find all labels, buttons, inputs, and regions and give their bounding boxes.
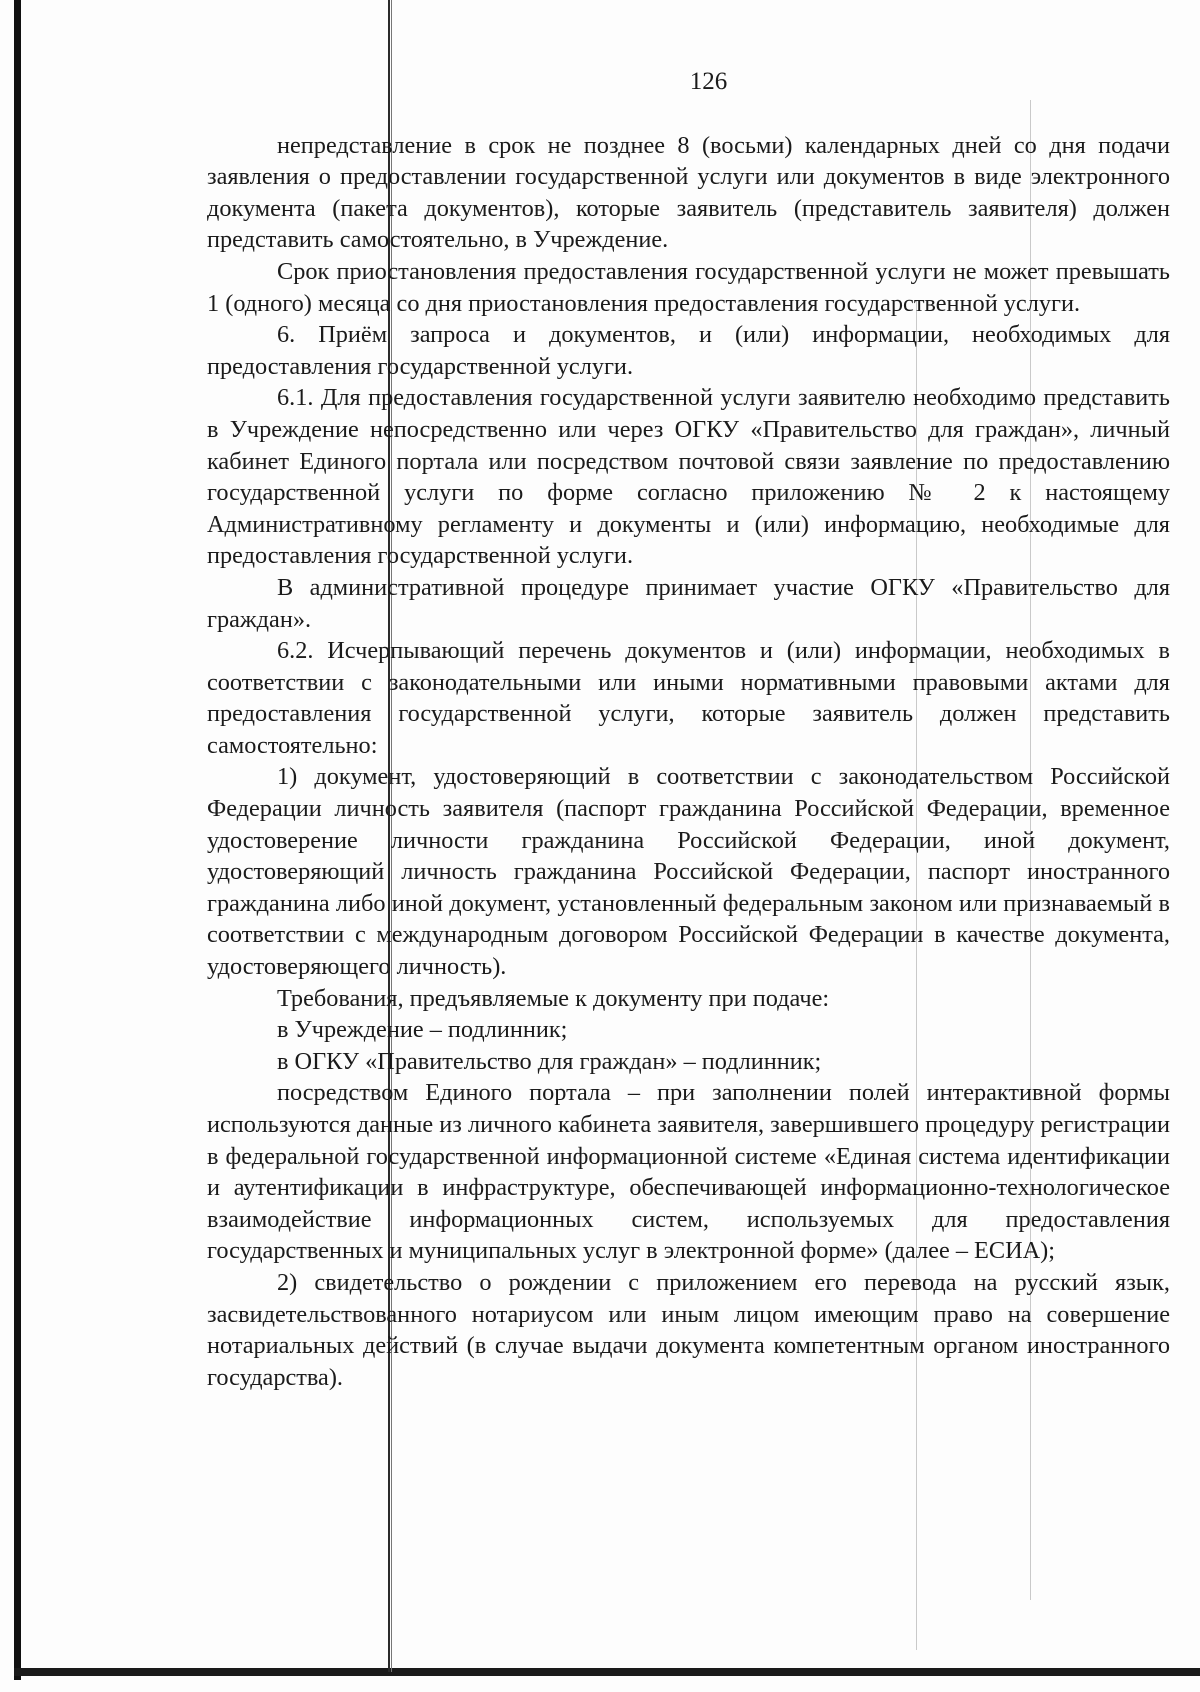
page-number: 126 [689,68,728,95]
paragraph: 6. Приём запроса и документов, и (или) информации, необходимых для предоставления государственной услуги. [207,321,1170,380]
document-body [207,60,1170,1393]
paragraph: В административной процедуре принимает участие ОГКУ «Правительство для граждан». [207,573,1170,633]
paragraph: 6.1. Для предоставления государственной услуги заявителю необходимо представить в Учреждение непосредственно или через ОГКУ «Правительство для граждан», личный кабинет Единого портала или посредством почтовой связи заявление по предоставлению государственной услуги по форме согласно приложению № 2 к настоящему Административному регламенту и документы и (или) информацию, необходимые для предоставления государственной услуги. [207,384,1170,570]
paragraph: 2) свидетельство о рождении с приложением его перевода на русский язык, засвидетельствованного нотариусом или иным лицом имеющим право на совершение нотариальных действий (в случае выдачи документа компетентным органом иностранного государства). [207,1268,1170,1391]
paragraph: Требования, предъявляемые к документу при подаче: [277,984,830,1012]
scan-edge-bottom [14,1668,1200,1676]
paragraph: в Учреждение – подлинник; [277,1016,568,1044]
paragraph: 1) документ, удостоверяющий в соответствии с законодательством Российской Федерации личность заявителя (паспорт гражданина Российской Федерации, временное удостоверение личности гражданина Российской Федерации, иной документ, удостоверяющий личность гражданина Российской Федерации, паспорт иностранного гражданина либо иной документ, установленный федеральным законом или признаваемый в соответствии с международным договором Российской Федерации в качестве документа, удостоверяющего личность). [207,763,1170,981]
paragraph: непредставление в срок не позднее 8 (восьми) календарных дней со дня подачи заявления о предоставлении государственной услуги или документов в виде электронного документа (пакета документов), которые заявитель (представитель заявителя) должен представить самостоятельно, в Учреждение. [207,131,1170,254]
paragraph: в ОГКУ «Правительство для граждан» – подлинник; [277,1047,822,1075]
paragraph: посредством Единого портала – при заполнении полей интерактивной формы используются данные из личного кабинета заявителя, завершившего процедуру регистрации в федеральной государственной информационной системе «Единая система идентификации и аутентификации в инфраструктуре, обеспечивающей информационно-технологическое взаимодействие информационных систем, используемых для предоставления государственных и муниципальных услуг в электронной форме» (далее – ЕСИА); [207,1079,1170,1265]
scan-edge-left [14,0,21,1680]
paragraph: 6.2. Исчерпывающий перечень документов и (или) информации, необходимых в соответствии с законодательными или иными нормативными правовыми актами для предоставления государственной услуги, которые заявитель должен представить самостоятельно: [207,637,1170,759]
paragraph: Срок приостановления предоставления государственной услуги не может превышать 1 (одного) месяца со дня приостановления предоставления государственной услуги. [207,257,1170,317]
